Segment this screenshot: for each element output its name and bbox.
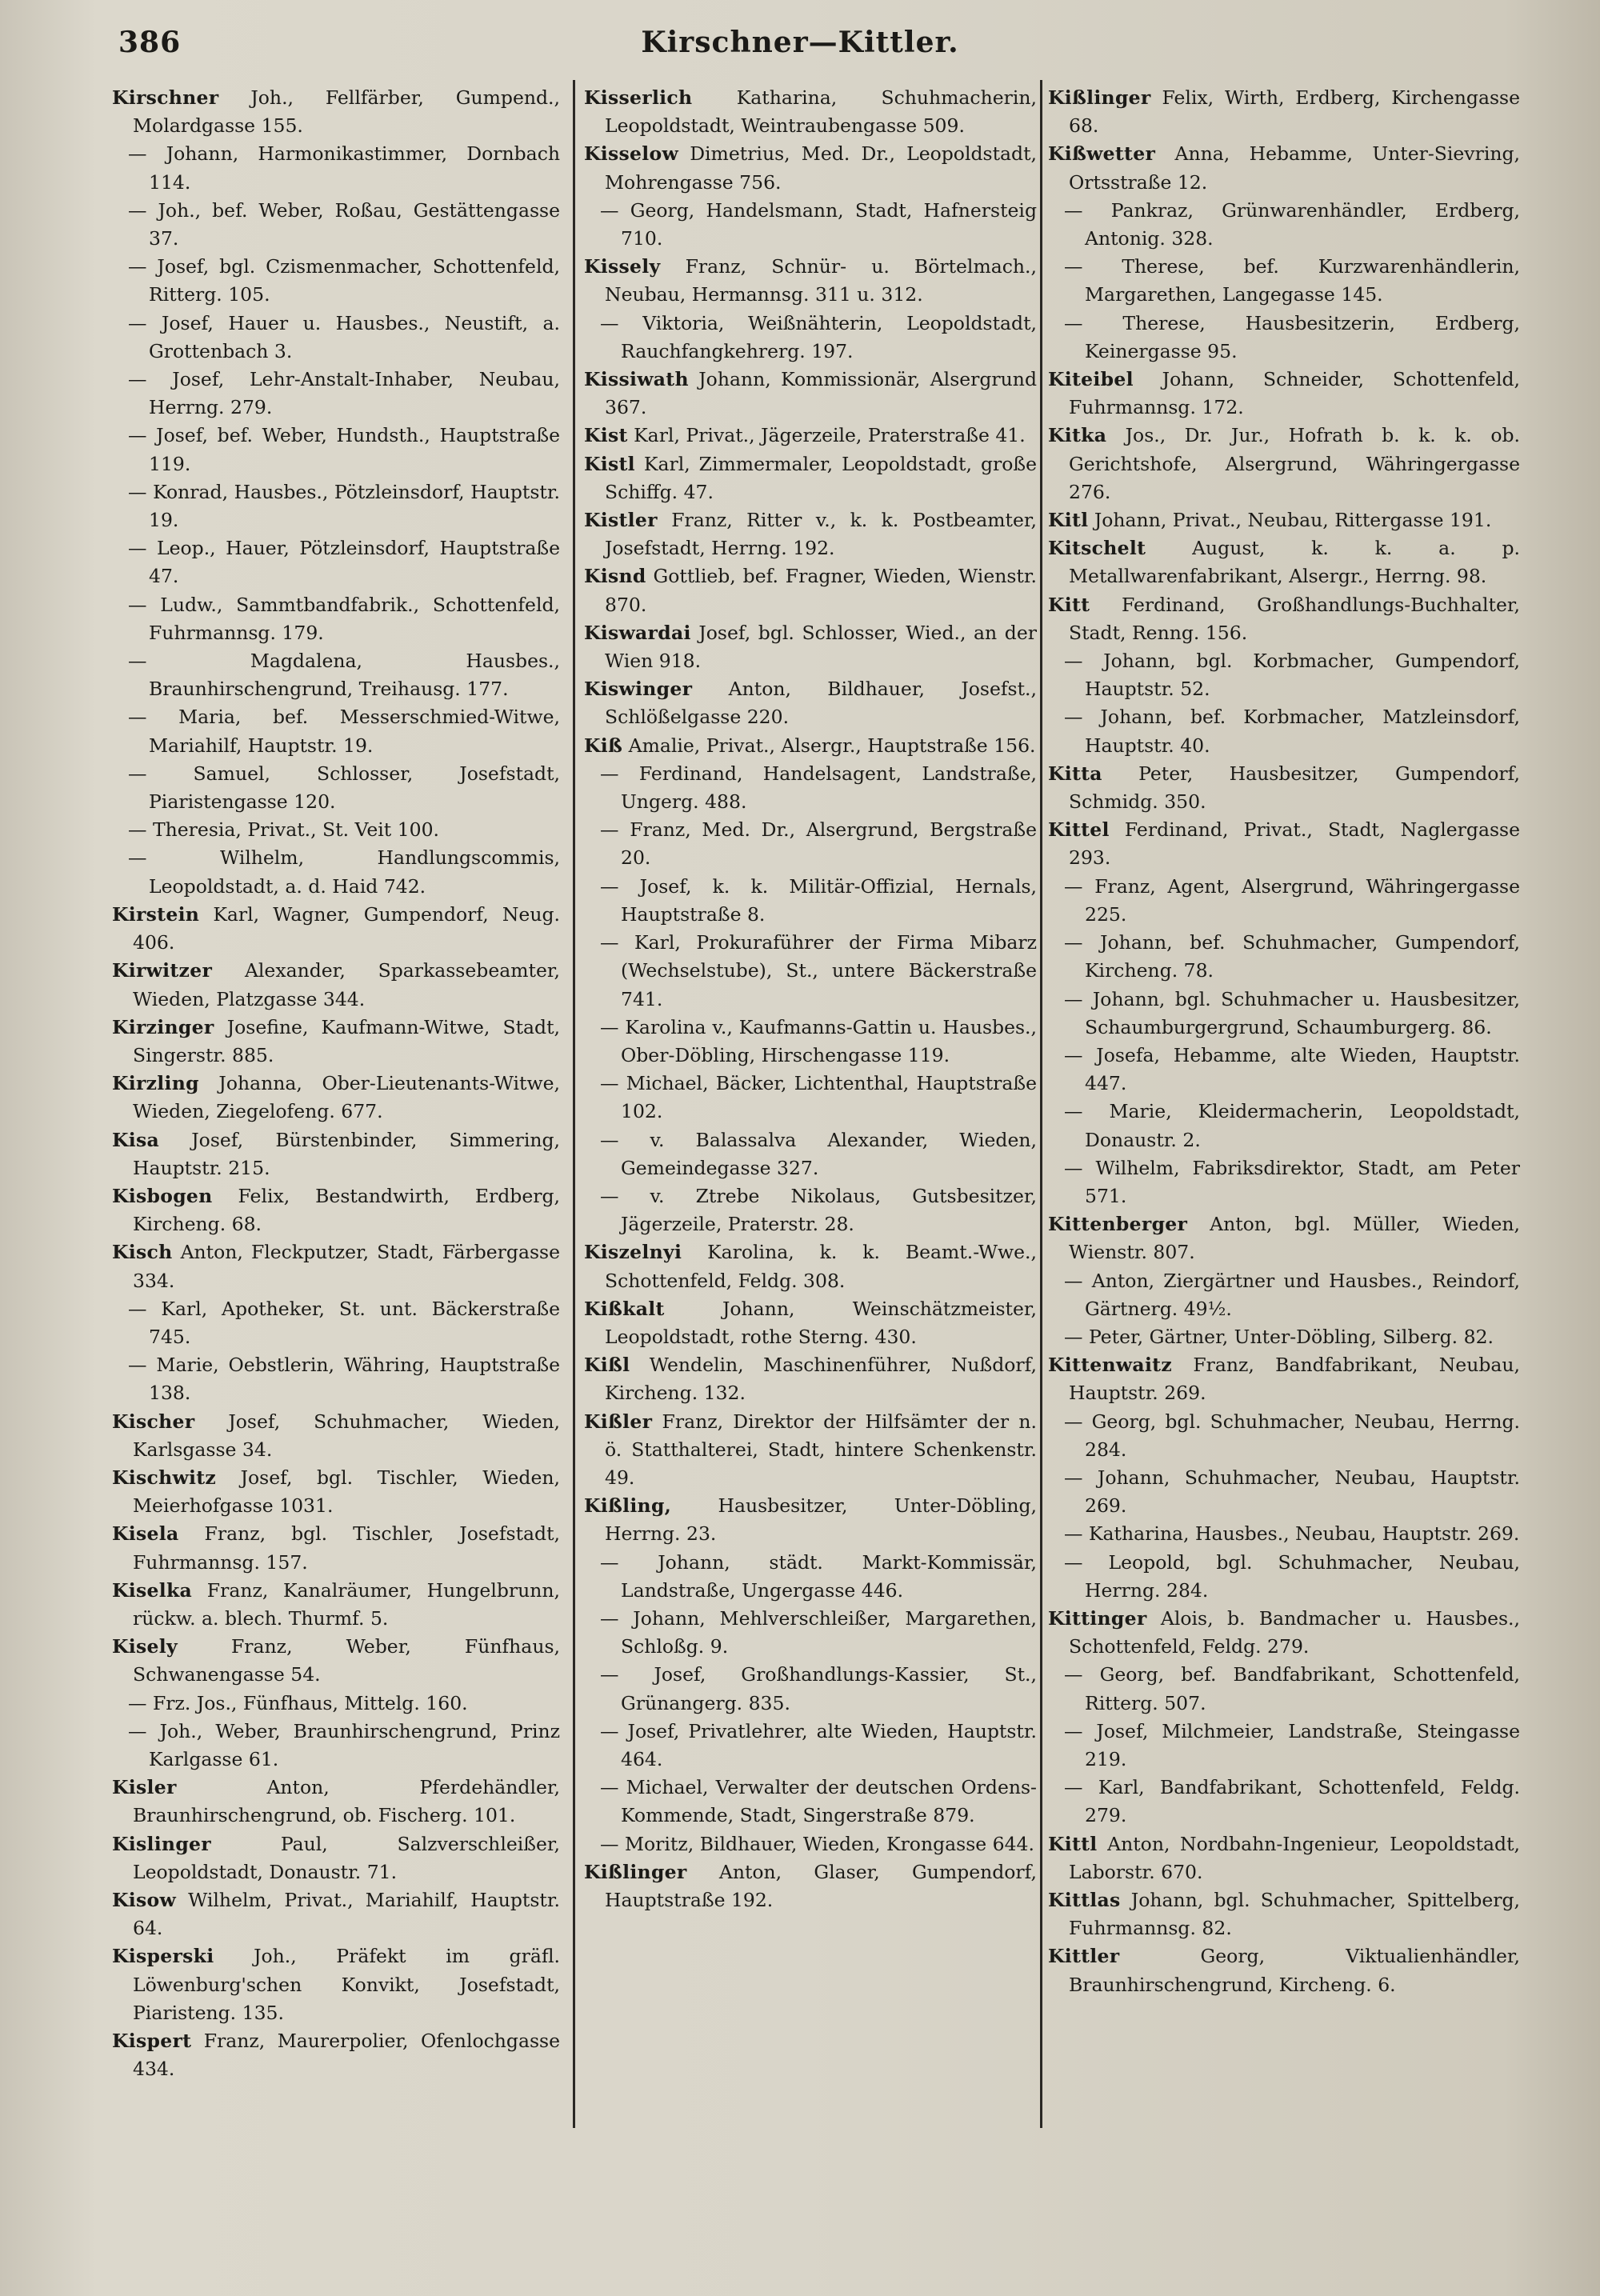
directory-entry: [1048, 647, 1520, 703]
entry-text: Josef, Schuhmacher, Wieden, Karlsgasse 34.: [133, 1410, 560, 1461]
directory-entry: [1048, 506, 1520, 534]
entry-text: Anton, Bildhauer, Josefst., Schlößelgasse 220.: [605, 678, 1037, 729]
entry-surname: Kittler: [1048, 1945, 1120, 1968]
entry-surname: Kißling,: [584, 1494, 672, 1518]
entry-surname: Kitt: [1048, 593, 1090, 616]
directory-entry: [584, 732, 1037, 760]
entry-surname: Kirwitzer: [112, 959, 213, 982]
entry-text: Anton, Fleckputzer, Stadt, Färbergasse 334.: [133, 1241, 560, 1292]
entry-text: — Josef, bgl. Czismenmacher, Schottenfeld, Ritterg. 105.: [128, 255, 560, 306]
entry-text: Wendelin, Maschinenführer, Nußdorf, Kircheng. 132.: [605, 1354, 1037, 1405]
entry-surname: Kittel: [1048, 818, 1110, 842]
entry-surname: Kisserlich: [584, 86, 693, 109]
entry-text: Anton, Nordbahn-Ingenieur, Leopoldstadt, Laborstr. 670.: [1069, 1832, 1520, 1883]
directory-entry: [112, 647, 560, 703]
entry-text: Anton, Pferdehändler, Braunhirschengrund, ob. Fischerg. 101.: [133, 1776, 560, 1827]
entry-text: — Frz. Jos., Fünfhaus, Mittelg. 160.: [128, 1691, 468, 1714]
entry-surname: Kisbogen: [112, 1184, 213, 1207]
entry-text: Johann, Privat., Neubau, Rittergasse 191.: [1094, 509, 1492, 532]
column-divider: [1040, 80, 1042, 2128]
entry-text: Josefine, Kaufmann-Witwe, Stadt, Singerstr. 885.: [133, 1015, 560, 1066]
directory-entry: [584, 1408, 1037, 1493]
entry-surname: Kisa: [112, 1128, 160, 1151]
entry-text: — Johann, Mehlverschleißer, Margarethen, Schloßg. 9.: [600, 1606, 1037, 1658]
entry-surname: Kistler: [584, 509, 658, 532]
directory-entry: [112, 478, 560, 534]
entry-text: — Josef, Milchmeier, Landstraße, Steingasse 219.: [1064, 1719, 1520, 1770]
entry-surname: Kiß: [584, 734, 623, 757]
directory-entry: [112, 1633, 560, 1689]
directory-entry: [1048, 873, 1520, 929]
entry-surname: Kittinger: [1048, 1606, 1147, 1630]
directory-entry: [1048, 1267, 1520, 1323]
entry-surname: Kitka: [1048, 424, 1107, 447]
directory-entry: [112, 1577, 560, 1633]
directory-entry: [584, 140, 1037, 196]
entry-surname: Kirzling: [112, 1072, 199, 1095]
entry-surname: Kirzinger: [112, 1015, 214, 1038]
entry-text: — Peter, Gärtner, Unter-Döbling, Silberg. 82.: [1064, 1325, 1494, 1348]
entry-surname: Kittlas: [1048, 1889, 1121, 1911]
entry-text: — Johann, Harmonikastimmer, Dornbach 114.: [128, 142, 560, 194]
directory-entry: [112, 197, 560, 253]
entry-text: August, k. k. a. p. Metallwarenfabrikant, Alsergr., Herrng. 98.: [1069, 537, 1520, 588]
directory-entry: [584, 1830, 1037, 1858]
entry-surname: Kissiwath: [584, 368, 689, 391]
directory-entry: [1048, 1520, 1520, 1548]
entry-surname: Kischer: [112, 1410, 195, 1433]
entry-text: — Michael, Bäcker, Lichtenthal, Hauptstraße 102.: [600, 1072, 1037, 1123]
entry-text: — Therese, bef. Kurzwarenhändlerin, Margarethen, Langegasse 145.: [1064, 255, 1520, 306]
directory-entry: [1048, 1886, 1520, 1942]
entry-text: — Karolina v., Kaufmanns-Gattin u. Hausbes., Ober-Döbling, Hirschengasse 119.: [600, 1015, 1037, 1066]
entry-surname: Kißl: [584, 1354, 630, 1377]
directory-entry: [1048, 534, 1520, 590]
directory-entry: [1048, 1942, 1520, 1998]
entry-surname: Kitta: [1048, 762, 1102, 785]
directory-entry: [584, 1605, 1037, 1661]
entry-text: Johann, Weinschätzmeister, Leopoldstadt, rothe Sterng. 430.: [605, 1297, 1037, 1348]
directory-entry: [112, 1942, 560, 2027]
directory-entry: [112, 1464, 560, 1520]
entry-text: — Johann, bef. Schuhmacher, Gumpendorf, Kircheng. 78.: [1064, 931, 1520, 982]
directory-entry: [1048, 1661, 1520, 1717]
directory-entry: [584, 1182, 1037, 1238]
entry-text: Franz, Direktor der Hilfsämter der n. ö. Statthalterei, Stadt, hintere Schenkenstr. 49.: [605, 1410, 1037, 1489]
entry-text: — Theresia, Privat., St. Veit 100.: [128, 818, 440, 842]
entry-text: — Josefa, Hebamme, alte Wieden, Hauptstr. 447.: [1064, 1043, 1520, 1095]
directory-entry: [112, 1408, 560, 1464]
entry-text: — Joh., bef. Weber, Roßau, Gestättengasse 37.: [128, 198, 560, 250]
entry-text: Alexander, Sparkassebeamter, Wieden, Platzgasse 344.: [133, 959, 560, 1010]
directory-entry: [112, 1351, 560, 1407]
entry-text: — Karl, Prokuraführer der Firma Mibarz (Wechselstube), St., untere Bäckerstraße 741.: [600, 931, 1037, 1010]
entry-surname: Kischwitz: [112, 1466, 217, 1489]
entry-text: — Katharina, Hausbes., Neubau, Hauptstr. 269.: [1064, 1522, 1520, 1546]
entry-text: Alois, b. Bandmacher u. Hausbes., Schottenfeld, Feldg. 279.: [1069, 1606, 1520, 1658]
entry-text: Johanna, Ober-Lieutenants-Witwe, Wieden, Ziegelofeng. 677.: [133, 1072, 560, 1123]
entry-text: — Georg, Handelsmann, Stadt, Hafnersteig 710.: [600, 198, 1037, 250]
directory-entry: [584, 197, 1037, 253]
entry-text: — Karl, Bandfabrikant, Schottenfeld, Feldg. 279.: [1064, 1776, 1520, 1827]
entry-surname: Kisow: [112, 1889, 176, 1911]
directory-entry: [112, 253, 560, 309]
directory-entry: [1048, 986, 1520, 1042]
directory-entry: [1048, 1605, 1520, 1661]
entry-text: — Ludw., Sammtbandfabrik., Schottenfeld, Fuhrmannsg. 179.: [128, 593, 560, 644]
entry-text: — Josef, Privatlehrer, alte Wieden, Hauptstr. 464.: [600, 1719, 1037, 1770]
directory-entry: [1048, 1549, 1520, 1605]
entry-text: Franz, Maurerpolier, Ofenlochgasse 434.: [133, 2030, 560, 2081]
entry-surname: Kiswardai: [584, 621, 691, 644]
entry-surname: Kirstein: [112, 902, 200, 926]
directory-entry: [112, 310, 560, 366]
entry-text: Johann, bgl. Schuhmacher, Spittelberg, Fuhrmannsg. 82.: [1069, 1889, 1520, 1940]
entry-surname: Kist: [584, 424, 628, 447]
directory-entry: [584, 1858, 1037, 1914]
entry-text: — Joh., Weber, Braunhirschengrund, Prinz Karlgasse 61.: [128, 1719, 560, 1770]
directory-entry: [584, 619, 1037, 675]
entry-text: Joh., Präfekt im gräfl. Löwenburg'schen Konvikt, Josefstadt, Piaristeng. 135.: [133, 1945, 560, 2024]
entry-surname: Kistl: [584, 452, 635, 475]
entry-text: — Josef, bef. Weber, Hundsth., Hauptstraße 119.: [128, 424, 560, 475]
directory-entry: [584, 1718, 1037, 1774]
entry-text: Franz, Weber, Fünfhaus, Schwanengasse 54.: [133, 1635, 560, 1686]
directory-entry: [1048, 422, 1520, 506]
entry-text: Josef, bgl. Tischler, Wieden, Meierhofgasse 1031.: [133, 1466, 560, 1518]
entry-text: Franz, Schnür- u. Börtelmach., Neubau, Hermannsg. 311 u. 312.: [605, 255, 1037, 306]
entry-text: Peter, Hausbesitzer, Gumpendorf, Schmidg. 350.: [1069, 762, 1520, 814]
directory-entry: [112, 1014, 560, 1070]
entry-text: Anton, Glaser, Gumpendorf, Hauptstraße 192.: [605, 1860, 1037, 1911]
entry-text: Felix, Bestandwirth, Erdberg, Kircheng. 68.: [133, 1184, 560, 1236]
entry-text: — Leop., Hauer, Pötzleinsdorf, Hauptstraße 47.: [128, 537, 560, 588]
directory-entry: [1048, 1351, 1520, 1407]
entry-text: — Marie, Oebstlerin, Währing, Hauptstraße 138.: [128, 1354, 560, 1405]
directory-entry: [584, 450, 1037, 506]
entry-text: — Magdalena, Hausbes., Braunhirschengrund, Treihausg. 177.: [128, 650, 560, 701]
entry-text: — Moritz, Bildhauer, Wieden, Krongasse 644.: [600, 1832, 1034, 1855]
entry-text: Amalie, Privat., Alsergr., Hauptstraße 156.: [628, 734, 1036, 757]
directory-entry: [112, 2027, 560, 2083]
directory-entry: [112, 1238, 560, 1294]
directory-entry: [584, 873, 1037, 929]
directory-entry: [584, 1774, 1037, 1830]
entry-text: Karl, Privat., Jägerzeile, Praterstraße 41.: [634, 424, 1026, 447]
entry-surname: Kittenberger: [1048, 1213, 1188, 1236]
entry-text: Karl, Zimmermaler, Leopoldstadt, große Schiffg. 47.: [605, 452, 1037, 503]
entry-text: — Ferdinand, Handelsagent, Landstraße, Ungerg. 488.: [600, 762, 1037, 814]
directory-entry: [112, 366, 560, 422]
entry-text: — Konrad, Hausbes., Pötzleinsdorf, Hauptstr. 19.: [128, 480, 560, 532]
entry-text: Franz, Ritter v., k. k. Postbeamter, Josefstadt, Herrng. 192.: [605, 509, 1037, 560]
entry-text: — Samuel, Schlosser, Josefstadt, Piaristengasse 120.: [128, 762, 560, 814]
directory-entry: [112, 534, 560, 590]
entry-surname: Kißler: [584, 1410, 653, 1433]
entry-text: — Marie, Kleidermacherin, Leopoldstadt, Donaustr. 2.: [1064, 1100, 1520, 1151]
entry-text: Jos., Dr. Jur., Hofrath b. k. k. ob. Gerichtshofe, Alsergrund, Währingergasse 276.: [1069, 424, 1520, 503]
directory-entry: [112, 1690, 560, 1718]
entry-text: — Anton, Ziergärtner und Hausbes., Reindorf, Gärtnerg. 49½.: [1064, 1269, 1520, 1320]
directory-entry: [1048, 197, 1520, 253]
page-header: [0, 19, 1600, 67]
entry-surname: Kisselow: [584, 142, 678, 166]
column-2: [584, 84, 1037, 2148]
entry-text: Johann, Kommissionär, Alsergrund 367.: [605, 368, 1037, 419]
directory-entry: [112, 1126, 560, 1182]
entry-text: Anna, Hebamme, Unter-Sievring, Ortsstraße 12.: [1069, 142, 1520, 194]
entry-text: — Josef, k. k. Militär-Offizial, Hernals, Hauptstraße 8.: [600, 874, 1037, 926]
entry-surname: Kisely: [112, 1635, 178, 1658]
entry-text: Paul, Salzverschleißer, Leopoldstadt, Donaustr. 71.: [133, 1832, 560, 1883]
entry-text: Dimetrius, Med. Dr., Leopoldstadt, Mohrengasse 756.: [605, 142, 1037, 194]
directory-entry: [1048, 1098, 1520, 1154]
entry-text: Felix, Wirth, Erdberg, Kirchengasse 68.: [1069, 86, 1520, 138]
directory-entry: [112, 1182, 560, 1238]
entry-text: — Johann, bgl. Schuhmacher u. Hausbesitzer, Schaumburgergrund, Schaumburgerg. 86.: [1064, 987, 1520, 1038]
directory-entry: [112, 591, 560, 647]
entry-text: — Pankraz, Grünwarenhändler, Erdberg, Antonig. 328.: [1064, 198, 1520, 250]
directory-entry: [584, 816, 1037, 872]
entry-text: — Josef, Lehr-Anstalt-Inhaber, Neubau, Herrng. 279.: [128, 368, 560, 419]
entry-surname: Kisnd: [584, 565, 646, 588]
entry-text: — Josef, Großhandlungs-Kassier, St., Grünangerg. 835.: [600, 1663, 1037, 1714]
directory-entry: [112, 901, 560, 957]
entry-surname: Kißkalt: [584, 1297, 665, 1320]
directory-entry: [584, 366, 1037, 422]
entry-text: Franz, Kanalräumer, Hungelbrunn, rückw. a. blech. Thurmf. 5.: [133, 1578, 560, 1630]
directory-entry: [584, 1238, 1037, 1294]
directory-entry: [584, 1492, 1037, 1548]
directory-entry: [1048, 1718, 1520, 1774]
directory-entry: [1048, 1323, 1520, 1351]
directory-entry: [112, 816, 560, 844]
entry-surname: Kiswinger: [584, 678, 693, 701]
directory-entry: [584, 84, 1037, 140]
directory-entry: [112, 1070, 560, 1126]
entry-surname: Kisperski: [112, 1945, 214, 1968]
directory-entry: [112, 84, 560, 140]
directory-entry: [1048, 253, 1520, 309]
column-3: [1048, 84, 1520, 2148]
directory-entry: [1048, 816, 1520, 872]
directory-entry: [584, 929, 1037, 1014]
entry-text: Hausbesitzer, Unter-Döbling, Herrng. 23.: [605, 1494, 1037, 1546]
entry-text: Josef, bgl. Schlosser, Wied., an der Wien 918.: [605, 621, 1037, 673]
directory-entry: [112, 844, 560, 900]
entry-text: Ferdinand, Privat., Stadt, Naglergasse 293.: [1069, 818, 1520, 870]
entry-text: — Maria, bef. Messerschmied-Witwe, Mariahilf, Hauptstr. 19.: [128, 706, 560, 757]
entry-text: — Michael, Verwalter der deutschen Ordens-Kommende, Stadt, Singerstraße 879.: [600, 1776, 1037, 1827]
directory-entry: [584, 1014, 1037, 1070]
directory-entry: [1048, 1774, 1520, 1830]
entry-text: Wilhelm, Privat., Mariahilf, Hauptstr. 64.: [133, 1889, 560, 1940]
entry-text: — Franz, Med. Dr., Alsergrund, Bergstraße 20.: [600, 818, 1037, 870]
entry-text: — Wilhelm, Fabriksdirektor, Stadt, am Peter 571.: [1064, 1156, 1520, 1207]
directory-entry: [1048, 703, 1520, 759]
entry-surname: Kittenwaitz: [1048, 1354, 1172, 1377]
entry-text: — Johann, bgl. Korbmacher, Gumpendorf, Hauptstr. 52.: [1064, 650, 1520, 701]
entry-text: — Therese, Hausbesitzerin, Erdberg, Keinergasse 95.: [1064, 311, 1520, 362]
entry-surname: Kiteibel: [1048, 368, 1134, 391]
column-1: [112, 84, 560, 2148]
directory-entry: [584, 1351, 1037, 1407]
entry-text: Josef, Bürstenbinder, Simmering, Hauptstr. 215.: [133, 1128, 560, 1179]
directory-entry: [112, 1774, 560, 1830]
entry-text: — Johann, bef. Korbmacher, Matzleinsdorf, Hauptstr. 40.: [1064, 706, 1520, 757]
directory-entry: [1048, 760, 1520, 816]
entry-text: Georg, Viktualienhändler, Braunhirschengrund, Kircheng. 6.: [1069, 1945, 1520, 1996]
entry-surname: Kißlinger: [584, 1860, 687, 1883]
directory-entry: [584, 1661, 1037, 1717]
entry-text: — Viktoria, Weißnähterin, Leopoldstadt, Rauchfangkehrerg. 197.: [600, 311, 1037, 362]
directory-entry: [584, 1126, 1037, 1182]
entry-text: Ferdinand, Großhandlungs-Buchhalter, Stadt, Renng. 156.: [1069, 593, 1520, 644]
directory-entry: [1048, 310, 1520, 366]
entry-text: — v. Balassalva Alexander, Wieden, Gemeindegasse 327.: [600, 1128, 1037, 1179]
directory-entry: [1048, 1830, 1520, 1886]
directory-entry: [584, 1549, 1037, 1605]
entry-text: Johann, Schneider, Schottenfeld, Fuhrmannsg. 172.: [1069, 368, 1520, 419]
directory-entry: [1048, 1210, 1520, 1266]
directory-entry: [584, 310, 1037, 366]
entry-surname: Kiselka: [112, 1578, 193, 1602]
directory-entry: [584, 675, 1037, 731]
directory-entry: [1048, 1464, 1520, 1520]
directory-entry: [112, 703, 560, 759]
directory-entry: [584, 1295, 1037, 1351]
entry-text: Katharina, Schuhmacherin, Leopoldstadt, Weintraubengasse 509.: [605, 86, 1037, 138]
entry-surname: Kisch: [112, 1241, 173, 1264]
entry-text: Franz, bgl. Tischler, Josefstadt, Fuhrmannsg. 157.: [133, 1522, 560, 1574]
entry-text: Karl, Wagner, Gumpendorf, Neug. 406.: [133, 902, 560, 954]
entry-text: — v. Ztrebe Nikolaus, Gutsbesitzer, Jägerzeile, Praterstr. 28.: [600, 1184, 1037, 1236]
directory-entry: [584, 253, 1037, 309]
entry-surname: Kitl: [1048, 509, 1089, 532]
directory-entry: [112, 957, 560, 1013]
directory-entry: [584, 562, 1037, 618]
directory-entry: [1048, 366, 1520, 422]
directory-entry: [1048, 591, 1520, 647]
entry-text: — Leopold, bgl. Schuhmacher, Neubau, Herrng. 284.: [1064, 1550, 1520, 1602]
running-title: Kirschner—Kittler.: [641, 26, 959, 59]
entry-surname: Kißlinger: [1048, 86, 1151, 109]
entry-surname: Kisler: [112, 1776, 177, 1799]
entry-surname: Kislinger: [112, 1832, 211, 1855]
entry-text: Joh., Fellfärber, Gumpend., Molardgasse 155.: [133, 86, 560, 138]
entry-surname: Kissely: [584, 255, 661, 278]
entry-surname: Kißwetter: [1048, 142, 1156, 166]
entry-surname: Kirschner: [112, 86, 219, 109]
entry-text: — Johann, Schuhmacher, Neubau, Hauptstr. 269.: [1064, 1466, 1520, 1518]
directory-entry: [112, 760, 560, 816]
directory-entry: [1048, 1042, 1520, 1098]
directory-entry: [584, 1070, 1037, 1126]
entry-text: — Franz, Agent, Alsergrund, Währingergasse 225.: [1064, 874, 1520, 926]
entry-text: — Georg, bef. Bandfabrikant, Schottenfeld, Ritterg. 507.: [1064, 1663, 1520, 1714]
entry-text: — Josef, Hauer u. Hausbes., Neustift, a. Grottenbach 3.: [128, 311, 560, 362]
directory-entry: [584, 506, 1037, 562]
entry-text: — Karl, Apotheker, St. unt. Bäckerstraße 745.: [128, 1297, 560, 1348]
entry-text: — Johann, städt. Markt-Kommissär, Landstraße, Ungergasse 446.: [600, 1550, 1037, 1602]
directory-entry: [112, 1520, 560, 1576]
column-divider: [573, 80, 575, 2128]
directory-entry: [112, 1718, 560, 1774]
directory-entry: [112, 422, 560, 478]
directory-entry: [1048, 929, 1520, 985]
entry-text: Franz, Bandfabrikant, Neubau, Hauptstr. 269.: [1069, 1354, 1520, 1405]
entry-surname: Kittl: [1048, 1832, 1098, 1855]
directory-entry: [1048, 1154, 1520, 1210]
entry-surname: Kisela: [112, 1522, 179, 1546]
entry-text: Gottlieb, bef. Fragner, Wieden, Wienstr. 870.: [605, 565, 1037, 616]
directory-entry: [1048, 84, 1520, 140]
entry-surname: Kiszelnyi: [584, 1241, 682, 1264]
entry-surname: Kispert: [112, 2030, 192, 2053]
entry-text: — Wilhelm, Handlungscommis, Leopoldstadt, a. d. Haid 742.: [128, 846, 560, 898]
directory-entry: [1048, 140, 1520, 196]
entry-text: — Georg, bgl. Schuhmacher, Neubau, Herrng. 284.: [1064, 1410, 1520, 1461]
directory-entry: [112, 1295, 560, 1351]
directory-entry: [112, 140, 560, 196]
directory-entry: [112, 1830, 560, 1886]
page-number: 386: [118, 26, 182, 59]
directory-entry: [584, 422, 1037, 450]
directory-entry: [112, 1886, 560, 1942]
entry-surname: Kitschelt: [1048, 537, 1146, 560]
directory-entry: [584, 760, 1037, 816]
entry-text: Anton, bgl. Müller, Wieden, Wienstr. 807.: [1069, 1213, 1520, 1264]
entry-text: Karolina, k. k. Beamt.-Wwe., Schottenfeld, Feldg. 308.: [605, 1241, 1037, 1292]
directory-entry: [1048, 1408, 1520, 1464]
